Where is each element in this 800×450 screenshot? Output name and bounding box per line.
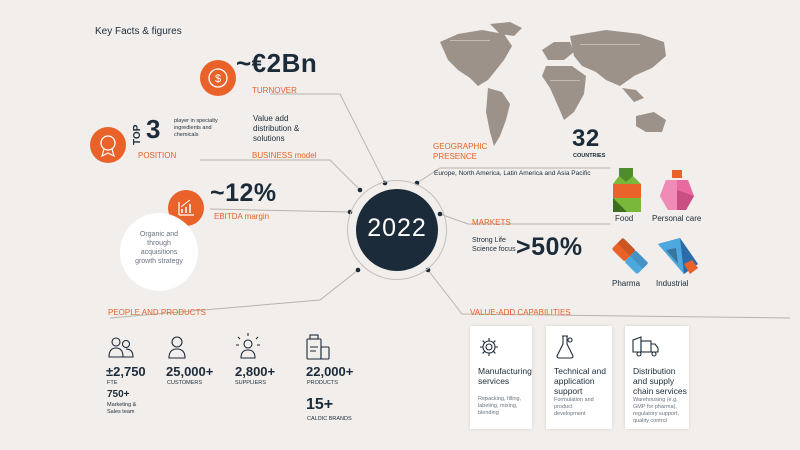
position-desc: player in specialty ingredients and chemicals (174, 118, 218, 138)
suppliers-label: SUPPLIERS (235, 380, 266, 386)
capability-card-manufacturing (470, 326, 532, 429)
products-label: PRODUCTS (307, 380, 338, 386)
food-icon (611, 168, 643, 212)
user-icon (168, 335, 186, 359)
flask-icon (554, 334, 576, 360)
capability-title: Distribution and supply chain services (633, 366, 687, 396)
dollar-icon (200, 60, 236, 96)
products-value: 22,000+ (306, 364, 354, 379)
turnover-label: TURNOVER (252, 86, 297, 95)
geo-regions: Europe, North America, Latin America and Asia Pacific (434, 170, 591, 177)
customers-label: CUSTOMERS (167, 380, 203, 386)
sales-value: 750+ (107, 389, 130, 400)
geo-title: GEOGRAPHIC PRESENCE (433, 142, 488, 161)
markets-focus: Strong Life Science focus (472, 237, 516, 253)
position-top: TOP (132, 124, 143, 145)
capability-desc: Warehousing (e.g. GMP for pharma), regulatory support, quality control (633, 397, 679, 424)
svg-text:$: $ (214, 73, 222, 85)
page-title: Key Facts & figures (95, 26, 182, 37)
people-title: PEOPLE AND PRODUCTS (108, 308, 206, 317)
turnover-value: ~€2Bn (236, 48, 318, 78)
position-label: POSITION (138, 151, 177, 160)
capability-title: Manufacturing services (478, 366, 532, 386)
markets-share: >50% (516, 233, 583, 261)
center-year: 2022 (367, 214, 427, 242)
capability-card-distribution (625, 326, 689, 429)
fte-value: ±2,750 (106, 364, 146, 379)
market-industrial: Industrial (656, 279, 689, 288)
brands-value: 15+ (306, 396, 334, 413)
customers-value: 25,000+ (166, 364, 214, 379)
business-desc: Value add distribution & solutions (253, 114, 300, 143)
fte-label: FTE (107, 380, 118, 386)
market-food: Food (615, 214, 634, 223)
medal-icon (90, 127, 126, 163)
geo-countries-label: COUNTRIES (573, 153, 606, 159)
markets-title: MARKETS (472, 218, 511, 227)
market-personal-care: Personal care (652, 214, 702, 223)
suppliers-value: 2,800+ (235, 364, 276, 379)
market-pharma: Pharma (612, 279, 641, 288)
users-icon (107, 335, 135, 359)
organic-text: Organic and through acquisitions growth strategy (135, 231, 183, 265)
geo-countries-value: 32 (572, 125, 600, 152)
ebitda-label: EBITDA margin (214, 212, 270, 221)
industrial-icon (658, 238, 698, 274)
world-map (430, 20, 680, 160)
capability-card-technical (546, 326, 612, 429)
capabilities-title: VALUE-ADD CAPABILITIES (470, 308, 571, 317)
brands-label: CALDIC BRANDS (307, 416, 352, 422)
position-badge (90, 127, 126, 163)
ebitda-value: ~12% (210, 179, 277, 207)
products-icon (305, 333, 331, 361)
position-rank: 3 (146, 114, 161, 144)
business-label: BUSINESS model (252, 151, 317, 160)
capability-title: Technical and application support (554, 366, 606, 396)
sales-label: Marketing & Sales team (107, 402, 137, 415)
capability-desc: Repacking, filling, labeling, mixing, blending (478, 396, 522, 416)
personal-care-icon (660, 170, 694, 210)
pharma-icon (612, 236, 648, 276)
supplier-icon (234, 331, 262, 359)
truck-icon (631, 336, 659, 358)
gear-icon (478, 336, 500, 358)
turnover-badge (200, 60, 236, 96)
capability-desc: Formulation and product development (554, 397, 594, 417)
